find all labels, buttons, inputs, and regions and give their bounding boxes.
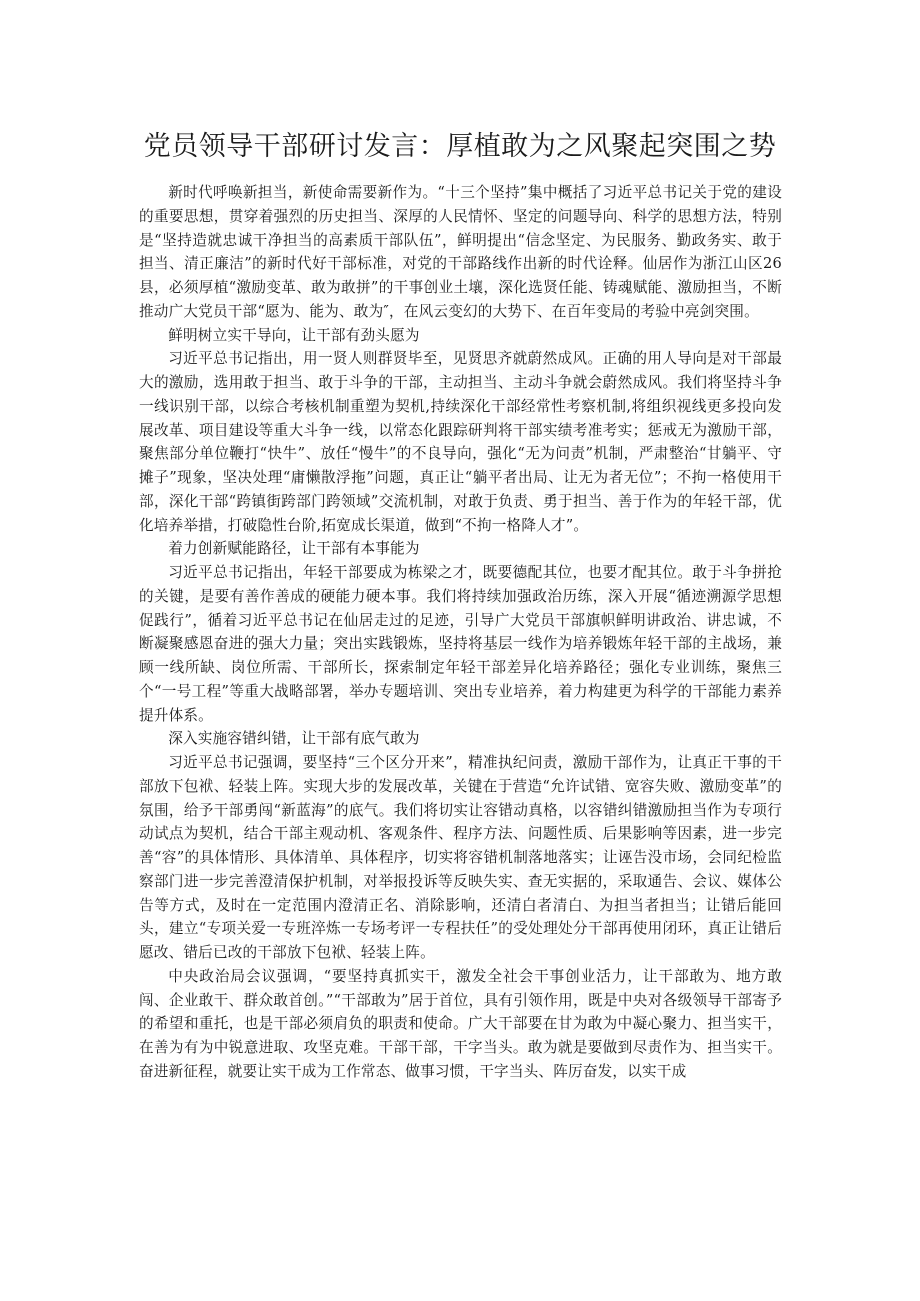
body-paragraph: 习近平总书记指出，用一贤人则群贤毕至，见贤思齐就蔚然成风。正确的用人导向是对干部最大的激励，选用敢于担当、敢于斗争的干部，主动担当、主动斗争就会蔚然成风。我们将坚持斗争一线识别干部，以综合考核机制重塑为契机,持续深化干部经常性考察机制,将组织视线更多投向发展改革、项目建设等重大斗争一线，以常态化跟踪研判将干部实绩考准考实；惩戒无为激励干部，聚焦部分单位鞭打“快牛”、放任“慢牛”的不良导向，强化“无为问责”机制，严肃整治“甘躺平、守摊子”现象，坚决处理“庸懒散浮拖”问题，真正让“躺平者出局、让无为者无位”；不拘一格使用干部，深化干部“跨镇街跨部门跨领域”交流机制，对敢于负责、勇于担当、善于作为的年轻干部，优化培养举措，打破隐性台阶,拓宽成长渠道，做到“不拘一格降人才”。 <box>139 350 782 534</box>
body-paragraph: 中央政治局会议强调，“要坚持真抓实干，激发全社会干事创业活力，让干部敢为、地方敢闯、企业敢干、群众敢首创。”“干部敢为”居于首位，具有引领作用，既是中央对各级领导干部寄予的希望和重托，也是干部必须肩负的职责和使命。广大干部要在甘为敢为中凝心聚力、担当实干，在善为有为中锐意进取、攻坚克难。干部干部，干字当头。敢为就是要做到尽责作为、担当实干。奋进新征程，就要让实干成为工作常态、做事习惯，干字当头、阵厉奋发，以实干成 <box>139 967 782 1080</box>
body-paragraph: 习近平总书记指出，年轻干部要成为栋梁之才，既要德配其位，也要才配其位。敢于斗争拼抢的关键，是要有善作善成的硬能力硬本事。我们将持续加强政治历练，深入开展“循迹溯源学思想促践行”，循着习近平总书记在仙居走过的足迹，引导广大党员干部旗帜鲜明讲政治、讲忠诚，不断凝聚感恩奋进的强大力量；突出实践锻炼，坚持将基层一线作为培养锻炼年轻干部的主战场，兼顾一线所缺、岗位所需、干部所长，探索制定年轻干部差异化培养路径；强化专业训练，聚焦三个“一号工程”等重大战略部署，举办专题培训、突出专业培养，着力构建更为科学的干部能力素养提升体系。 <box>139 564 782 724</box>
document-title: 党员领导干部研讨发言：厚植敢为之风聚起突围之势 <box>143 131 777 162</box>
document-body <box>139 181 782 1084</box>
body-paragraph: 习近平总书记强调，要坚持“三个区分开来”，精准执纪问责，激励干部作为，让真正干事的干部放下包袱、轻装上阵。实现大步的发展改革，关键在于营造“允许试错、宽容失败、激励变革”的氛围，给予干部勇闯“新蓝海”的底气。我们将切实让容错动真格，以容错纠错激励担当作为专项行动试点为契机，结合干部主观动机、客观条件、程序方法、问题性质、后果影响等因素，进一步完善“容”的具体情形、具体清单、具体程序，切实将容错机制落地落实；让诬告没市场，会同纪检监察部门进一步完善澄清保护机制，对举报投诉等反映失实、查无实据的，采取通告、会议、媒体公告等方式，及时在一定范围内澄清正名、消除影响，还清白者清白、为担当者担当；让错后能回头，建立“专项关爱一专班淬炼一专场考评一专程扶任”的受处理处分干部再使用闭环，真正让错后愿改、错后已改的干部放下包袱、轻装上阵。 <box>139 754 782 961</box>
section-heading: 鲜明树立实干导向，让干部有劲头愿为 <box>168 326 420 344</box>
section-heading: 着力创新赋能路径，让干部有本事能为 <box>168 540 420 558</box>
section-heading: 深入实施容错纠错，让干部有底气敢为 <box>168 730 420 748</box>
intro-paragraph: 新时代呼唤新担当，新使命需要新作为。“十三个坚持”集中概括了习近平总书记关于党的建设的重要思想，贯穿着强烈的历史担当、深厚的人民情怀、坚定的问题导向、科学的思想方法，特别是“坚持造就忠诚干净担当的高素质干部队伍”，鲜明提出“信念坚定、为民服务、勤政务实、敢于担当、清正廉洁”的新时代好干部标准，对党的干部路线作出新的时代诠释。仙居作为浙江山区26县，必须厚植“激励变革、敢为敢拼”的干事创业土壤，深化选贤任能、铸魂赋能、激励担当，不断推动广大党员干部“愿为、能为、敢为″，在风云变幻的大势下、在百年变局的考验中亮剑突围。 <box>139 184 782 320</box>
